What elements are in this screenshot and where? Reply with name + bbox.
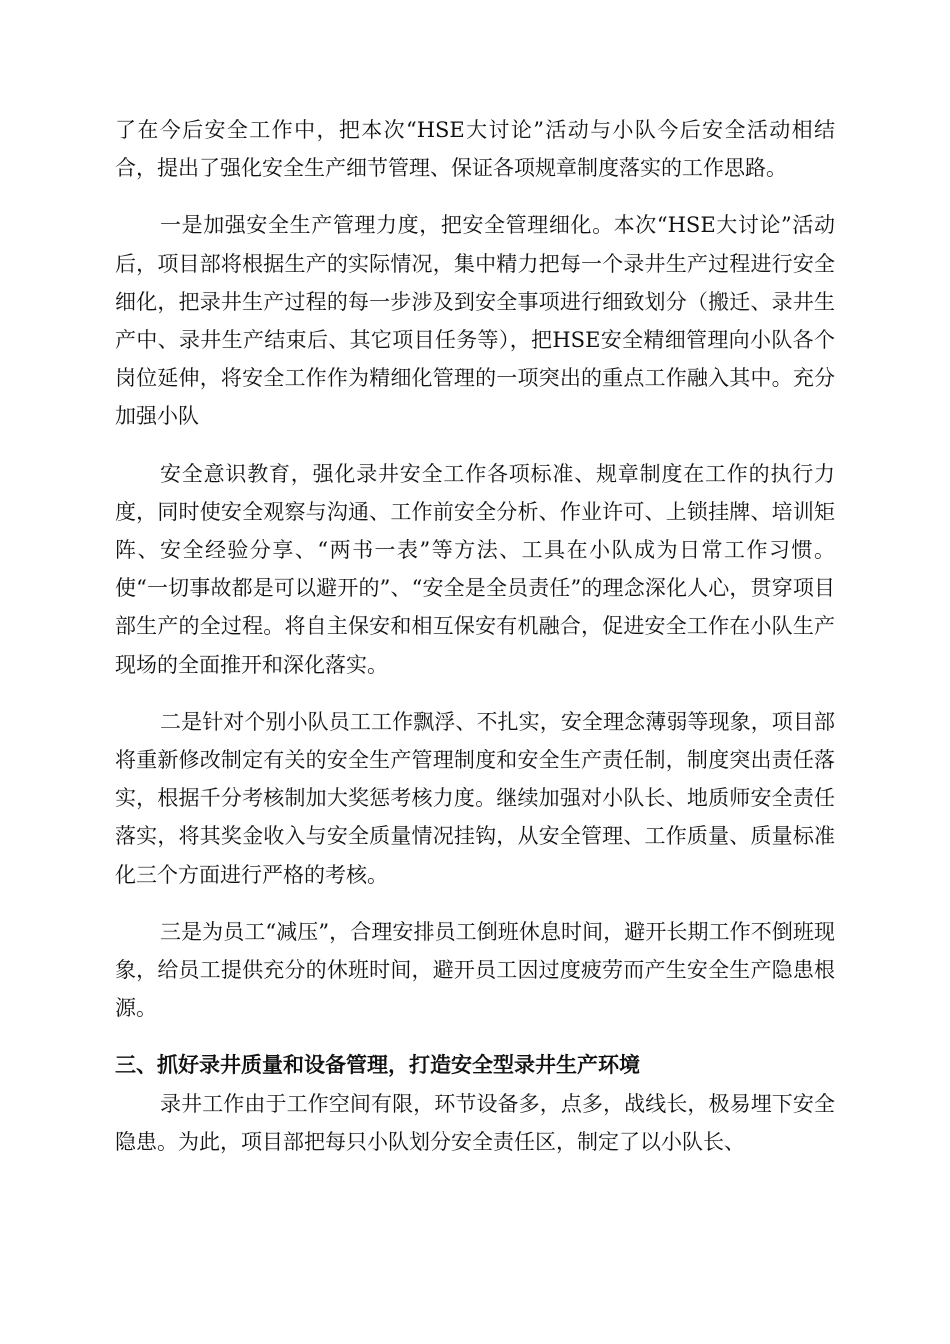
document-page — [115, 111, 835, 1161]
section-heading: 三、抓好录井质量和设备管理，打造安全型录井生产环境 — [115, 1053, 640, 1078]
paragraph-point-two: 二是针对个别小队员工工作飘浮、不扎实，安全理念薄弱等现象，项目部将重新修改制定有关的安全生产管理制度和安全生产责任制，制度突出责任落实，根据千分考核制加大奖惩考核力度。继续加强对小队长、地质师安全责任落实，将其奖金收入与安全质量情况挂钩，从安全管理、工作质量、质量标准化三个方面进行严格的考核。 — [115, 709, 835, 887]
paragraph-continuation: 了在今后安全工作中，把本次“HSE大讨论”活动与小队今后安全活动相结合，提出了强化安全生产细节管理、保证各项规章制度落实的工作思路。 — [115, 118, 835, 181]
paragraph-safety-awareness: 安全意识教育，强化录井安全工作各项标准、规章制度在工作的执行力度，同时使安全观察与沟通、工作前安全分析、作业许可、上锁挂牌、培训矩阵、安全经验分享、“两书一表”等方法、工具在小队成为日常工作习惯。使“一切事故都是可以避开的”、“安全是全员责任”的理念深化人心，贯穿项目部生产的全过程。将自主保安和相互保安有机融合，促进安全工作在小队生产现场的全面推开和深化落实。 — [115, 461, 835, 677]
paragraph-point-one: 一是加强安全生产管理力度，把安全管理细化。本次“HSE大讨论”活动后，项目部将根据生产的实际情况，集中精力把每一个录井生产过程进行安全细化，把录井生产过程的每一步涉及到安全事项进行细致划分（搬迁、录井生产中、录井生产结束后、其它项目任务等），把HSE安全精细管理向小队各个岗位延伸，将安全工作作为精细化管理的一项突出的重点工作融入其中。充分加强小队 — [115, 213, 835, 429]
paragraph-section-three-intro: 录井工作由于工作空间有限，环节设备多，点多，战线长，极易埋下安全隐患。为此，项目部把每只小队划分安全责任区，制定了以小队长、 — [115, 1091, 835, 1154]
paragraph-point-three: 三是为员工“减压”，合理安排员工倒班休息时间，避开长期工作不倒班现象，给员工提供充分的休班时间，避开员工因过度疲劳而产生安全生产隐患根源。 — [115, 919, 835, 1021]
